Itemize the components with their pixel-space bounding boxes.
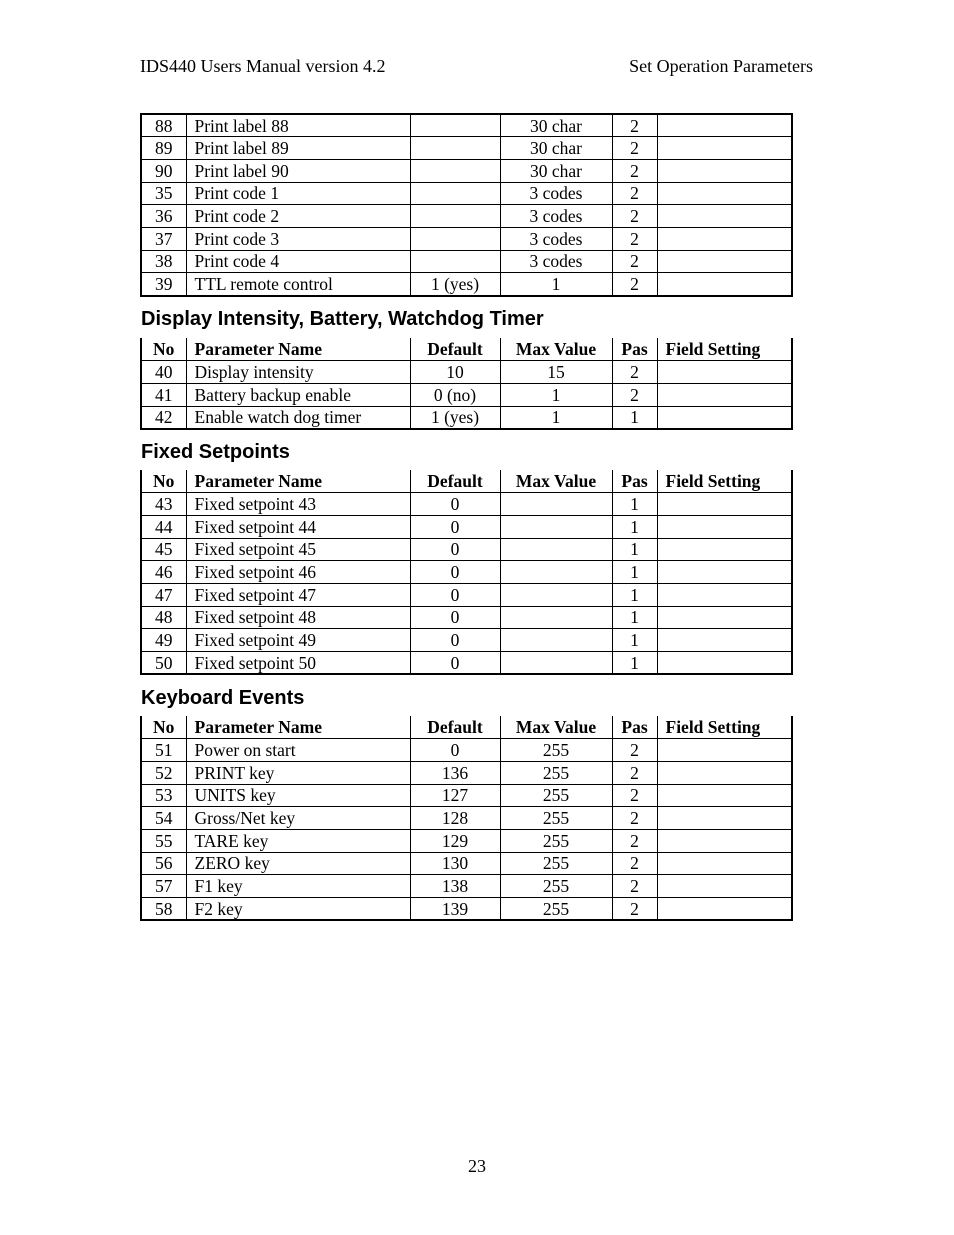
table-row xyxy=(141,583,792,606)
table-header xyxy=(141,716,792,739)
param-no: 52 xyxy=(141,761,186,784)
param-default: 138 xyxy=(410,875,500,898)
parameter-table-display xyxy=(140,338,793,430)
table-row xyxy=(141,182,792,205)
param-pas: 2 xyxy=(612,875,657,898)
table-row xyxy=(141,761,792,784)
param-field-setting xyxy=(657,852,792,875)
page-number: 23 xyxy=(468,1156,486,1176)
column-header-pas: Pas xyxy=(612,338,657,361)
param-name: ZERO key xyxy=(186,852,410,875)
param-default: 0 (no) xyxy=(410,383,500,406)
param-max-value: 255 xyxy=(500,898,612,921)
param-no: 89 xyxy=(141,137,186,160)
param-no: 58 xyxy=(141,898,186,921)
table-row xyxy=(141,898,792,921)
param-default xyxy=(410,205,500,228)
param-default: 0 xyxy=(410,606,500,629)
column-header-default: Default xyxy=(410,470,500,493)
param-name: Fixed setpoint 47 xyxy=(186,583,410,606)
param-pas: 1 xyxy=(612,652,657,675)
header-row xyxy=(141,470,792,493)
param-max-value: 255 xyxy=(500,807,612,830)
param-field-setting xyxy=(657,784,792,807)
column-header-name: Parameter Name xyxy=(186,470,410,493)
param-name: TTL remote control xyxy=(186,273,410,296)
param-pas: 2 xyxy=(612,361,657,384)
table-body xyxy=(141,361,792,429)
param-field-setting xyxy=(657,652,792,675)
param-default: 0 xyxy=(410,561,500,584)
param-pas: 2 xyxy=(612,114,657,137)
param-no: 54 xyxy=(141,807,186,830)
table-row xyxy=(141,159,792,182)
parameter-table-keyboard-events xyxy=(140,716,793,921)
param-field-setting xyxy=(657,538,792,561)
param-no: 40 xyxy=(141,361,186,384)
param-field-setting xyxy=(657,515,792,538)
param-field-setting xyxy=(657,361,792,384)
param-name: Print code 4 xyxy=(186,250,410,273)
param-default: 0 xyxy=(410,629,500,652)
param-name: Fixed setpoint 46 xyxy=(186,561,410,584)
param-no: 47 xyxy=(141,583,186,606)
param-name: Power on start xyxy=(186,739,410,762)
table-body xyxy=(141,739,792,921)
param-name: Fixed setpoint 43 xyxy=(186,493,410,516)
param-max-value: 30 char xyxy=(500,159,612,182)
param-field-setting xyxy=(657,205,792,228)
section-heading-fixed-setpoints: Fixed Setpoints xyxy=(141,441,290,463)
header-row xyxy=(141,338,792,361)
param-pas: 1 xyxy=(612,493,657,516)
param-no: 46 xyxy=(141,561,186,584)
param-max-value: 1 xyxy=(500,273,612,296)
column-header-no: No xyxy=(141,716,186,739)
param-max-value: 3 codes xyxy=(500,182,612,205)
param-name: F2 key xyxy=(186,898,410,921)
param-max-value: 3 codes xyxy=(500,250,612,273)
param-field-setting xyxy=(657,875,792,898)
param-field-setting xyxy=(657,182,792,205)
param-no: 88 xyxy=(141,114,186,137)
param-pas: 2 xyxy=(612,807,657,830)
table-row xyxy=(141,875,792,898)
param-pas: 2 xyxy=(612,898,657,921)
param-name: Print label 88 xyxy=(186,114,410,137)
param-name: Gross/Net key xyxy=(186,807,410,830)
param-field-setting xyxy=(657,898,792,921)
running-header-title: IDS440 Users Manual version 4.2 xyxy=(140,56,386,76)
param-default: 130 xyxy=(410,852,500,875)
param-field-setting xyxy=(657,137,792,160)
table-header xyxy=(141,338,792,361)
param-no: 42 xyxy=(141,406,186,429)
param-max-value: 30 char xyxy=(500,114,612,137)
table-body xyxy=(141,114,792,296)
param-pas: 2 xyxy=(612,829,657,852)
param-max-value xyxy=(500,493,612,516)
param-name: Fixed setpoint 44 xyxy=(186,515,410,538)
param-pas: 2 xyxy=(612,852,657,875)
param-name: Print label 90 xyxy=(186,159,410,182)
param-no: 55 xyxy=(141,829,186,852)
column-header-name: Parameter Name xyxy=(186,716,410,739)
parameter-table-continued xyxy=(140,113,793,297)
param-no: 57 xyxy=(141,875,186,898)
param-name: PRINT key xyxy=(186,761,410,784)
param-pas: 2 xyxy=(612,739,657,762)
column-header-default: Default xyxy=(410,716,500,739)
param-pas: 1 xyxy=(612,629,657,652)
param-no: 37 xyxy=(141,227,186,250)
param-no: 49 xyxy=(141,629,186,652)
param-no: 43 xyxy=(141,493,186,516)
param-default: 129 xyxy=(410,829,500,852)
column-header-default: Default xyxy=(410,338,500,361)
column-header-field-setting: Field Setting xyxy=(657,470,792,493)
table-row xyxy=(141,629,792,652)
param-default xyxy=(410,114,500,137)
column-header-pas: Pas xyxy=(612,716,657,739)
param-max-value: 30 char xyxy=(500,137,612,160)
param-field-setting xyxy=(657,829,792,852)
table-row xyxy=(141,227,792,250)
param-max-value: 255 xyxy=(500,875,612,898)
param-no: 53 xyxy=(141,784,186,807)
running-header-section: Set Operation Parameters xyxy=(629,56,813,76)
table-row xyxy=(141,114,792,137)
param-name: Display intensity xyxy=(186,361,410,384)
param-name: TARE key xyxy=(186,829,410,852)
param-field-setting xyxy=(657,807,792,830)
param-pas: 2 xyxy=(612,784,657,807)
param-pas: 2 xyxy=(612,273,657,296)
param-max-value: 255 xyxy=(500,784,612,807)
param-default xyxy=(410,182,500,205)
param-default xyxy=(410,159,500,182)
param-pas: 1 xyxy=(612,583,657,606)
table-row xyxy=(141,561,792,584)
table-row xyxy=(141,406,792,429)
param-max-value: 255 xyxy=(500,829,612,852)
table-row xyxy=(141,829,792,852)
param-max-value: 1 xyxy=(500,406,612,429)
table-row xyxy=(141,273,792,296)
column-header-field-setting: Field Setting xyxy=(657,716,792,739)
param-field-setting xyxy=(657,561,792,584)
param-no: 44 xyxy=(141,515,186,538)
param-name: Fixed setpoint 45 xyxy=(186,538,410,561)
param-max-value xyxy=(500,652,612,675)
param-no: 45 xyxy=(141,538,186,561)
column-header-max-value: Max Value xyxy=(500,716,612,739)
param-default: 0 xyxy=(410,583,500,606)
table-row xyxy=(141,493,792,516)
table-row xyxy=(141,538,792,561)
param-max-value xyxy=(500,515,612,538)
param-pas: 2 xyxy=(612,383,657,406)
param-field-setting xyxy=(657,383,792,406)
table-row xyxy=(141,652,792,675)
table-row xyxy=(141,205,792,228)
param-default xyxy=(410,137,500,160)
section-heading-display: Display Intensity, Battery, Watchdog Timer xyxy=(141,308,544,330)
param-field-setting xyxy=(657,493,792,516)
header-row xyxy=(141,716,792,739)
param-no: 90 xyxy=(141,159,186,182)
param-field-setting xyxy=(657,159,792,182)
param-pas: 1 xyxy=(612,538,657,561)
param-default: 1 (yes) xyxy=(410,273,500,296)
param-field-setting xyxy=(657,761,792,784)
table-row xyxy=(141,739,792,762)
param-default: 0 xyxy=(410,538,500,561)
param-name: Fixed setpoint 50 xyxy=(186,652,410,675)
param-pas: 1 xyxy=(612,561,657,584)
table-header xyxy=(141,470,792,493)
param-no: 35 xyxy=(141,182,186,205)
param-max-value xyxy=(500,561,612,584)
param-default: 128 xyxy=(410,807,500,830)
table-row xyxy=(141,852,792,875)
table-row xyxy=(141,807,792,830)
param-max-value xyxy=(500,583,612,606)
param-no: 39 xyxy=(141,273,186,296)
table-body xyxy=(141,493,792,675)
param-default xyxy=(410,227,500,250)
param-field-setting xyxy=(657,227,792,250)
param-pas: 1 xyxy=(612,515,657,538)
param-name: Print label 89 xyxy=(186,137,410,160)
param-default: 1 (yes) xyxy=(410,406,500,429)
param-no: 41 xyxy=(141,383,186,406)
param-name: Fixed setpoint 48 xyxy=(186,606,410,629)
param-name: Fixed setpoint 49 xyxy=(186,629,410,652)
param-pas: 2 xyxy=(612,182,657,205)
param-no: 51 xyxy=(141,739,186,762)
table-row xyxy=(141,250,792,273)
param-name: Enable watch dog timer xyxy=(186,406,410,429)
param-default xyxy=(410,250,500,273)
param-max-value xyxy=(500,629,612,652)
param-pas: 2 xyxy=(612,227,657,250)
param-max-value: 255 xyxy=(500,761,612,784)
param-name: Print code 1 xyxy=(186,182,410,205)
table-row xyxy=(141,515,792,538)
param-no: 38 xyxy=(141,250,186,273)
param-field-setting xyxy=(657,629,792,652)
param-max-value xyxy=(500,538,612,561)
param-no: 48 xyxy=(141,606,186,629)
param-max-value: 3 codes xyxy=(500,227,612,250)
param-default: 0 xyxy=(410,652,500,675)
param-default: 136 xyxy=(410,761,500,784)
column-header-no: No xyxy=(141,470,186,493)
param-name: F1 key xyxy=(186,875,410,898)
param-default: 10 xyxy=(410,361,500,384)
parameter-table-fixed-setpoints xyxy=(140,470,793,675)
param-default: 127 xyxy=(410,784,500,807)
param-no: 36 xyxy=(141,205,186,228)
param-name: UNITS key xyxy=(186,784,410,807)
param-max-value: 3 codes xyxy=(500,205,612,228)
param-max-value xyxy=(500,606,612,629)
param-pas: 1 xyxy=(612,406,657,429)
param-name: Battery backup enable xyxy=(186,383,410,406)
param-no: 56 xyxy=(141,852,186,875)
param-max-value: 255 xyxy=(500,852,612,875)
param-field-setting xyxy=(657,273,792,296)
param-max-value: 15 xyxy=(500,361,612,384)
param-field-setting xyxy=(657,739,792,762)
param-default: 139 xyxy=(410,898,500,921)
table-row xyxy=(141,383,792,406)
section-heading-keyboard-events: Keyboard Events xyxy=(141,687,305,709)
param-name: Print code 3 xyxy=(186,227,410,250)
table-row xyxy=(141,137,792,160)
param-field-setting xyxy=(657,114,792,137)
param-max-value: 1 xyxy=(500,383,612,406)
param-field-setting xyxy=(657,606,792,629)
param-default: 0 xyxy=(410,739,500,762)
column-header-pas: Pas xyxy=(612,470,657,493)
column-header-max-value: Max Value xyxy=(500,470,612,493)
param-default: 0 xyxy=(410,515,500,538)
column-header-field-setting: Field Setting xyxy=(657,338,792,361)
table-row xyxy=(141,784,792,807)
param-pas: 2 xyxy=(612,250,657,273)
param-field-setting xyxy=(657,250,792,273)
param-pas: 2 xyxy=(612,137,657,160)
param-pas: 1 xyxy=(612,606,657,629)
param-pas: 2 xyxy=(612,761,657,784)
column-header-max-value: Max Value xyxy=(500,338,612,361)
column-header-no: No xyxy=(141,338,186,361)
param-name: Print code 2 xyxy=(186,205,410,228)
table-row xyxy=(141,606,792,629)
param-no: 50 xyxy=(141,652,186,675)
param-pas: 2 xyxy=(612,159,657,182)
param-field-setting xyxy=(657,406,792,429)
column-header-name: Parameter Name xyxy=(186,338,410,361)
table-row xyxy=(141,361,792,384)
param-pas: 2 xyxy=(612,205,657,228)
param-field-setting xyxy=(657,583,792,606)
param-default: 0 xyxy=(410,493,500,516)
param-max-value: 255 xyxy=(500,739,612,762)
